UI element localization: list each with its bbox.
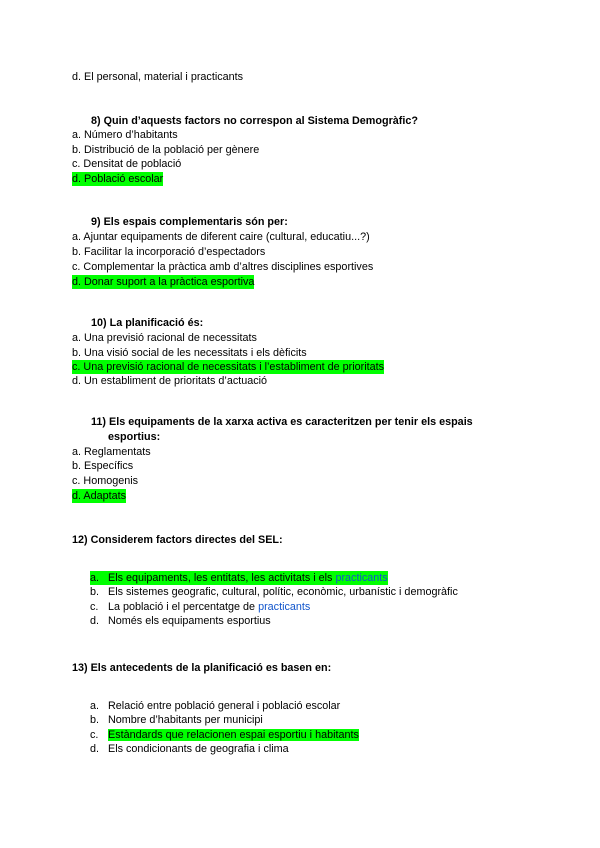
q10-option-a: a. Una previsió racional de necessitats	[72, 332, 257, 344]
question-11-title-line2: esportius:	[108, 431, 161, 443]
q13-option-a	[90, 699, 340, 713]
q8-option-b: b. Distribució de la població per gènere	[72, 144, 260, 156]
option-label: c.	[90, 729, 99, 741]
q8-option-c: c. Densitat de població	[72, 158, 182, 170]
q11-option-d-correct: d. Adaptats	[72, 490, 127, 502]
option-text: Estàndards que relacionen espai esportiu i habitants	[108, 729, 359, 741]
option-label: c.	[90, 601, 99, 613]
option-text: Els condicionants de geografia i clima	[108, 743, 289, 755]
q12-option-c	[90, 600, 310, 614]
question-12-title: 12) Considerem factors directes del SEL:	[72, 534, 283, 546]
question-11-title-line1: 11) Els equipaments de la xarxa activa es caracteritzen per tenir els espais	[91, 416, 473, 428]
q12-option-b	[90, 585, 458, 599]
q8-option-d-correct: d. Població escolar	[72, 173, 164, 185]
q10-option-d: d. Un establiment de prioritats d’actuació	[72, 375, 268, 387]
practicants-link[interactable]: practicants	[258, 601, 311, 613]
option-label: a.	[90, 572, 100, 584]
option-label: a.	[90, 700, 100, 712]
question-10-title: 10) La planificació és:	[91, 317, 204, 329]
option-label: b.	[90, 586, 100, 598]
q11-option-c: c. Homogenis	[72, 475, 139, 487]
option-label: b.	[90, 714, 100, 726]
option-label: d.	[90, 743, 100, 755]
option-text: Només els equipaments esportius	[108, 615, 271, 627]
option-text: Els sistemes geografic, cultural, polític, econòmic, urbanístic i demogràfic	[108, 586, 458, 598]
option-text: La població i el percentatge de	[108, 601, 259, 613]
q9-option-a: a. Ajuntar equipaments de diferent caire (cultural, educatiu...?)	[72, 231, 370, 243]
q9-option-d-correct: d. Donar suport a la pràctica esportiva	[72, 276, 255, 288]
q11-option-a: a. Reglamentats	[72, 446, 151, 458]
practicants-link[interactable]: practicants	[335, 572, 388, 584]
q10-option-c-correct: c. Una previsió racional de necessitats i l’establiment de prioritats	[72, 361, 385, 373]
q12-option-a-correct	[90, 571, 388, 585]
question-8-title: 8) Quin d’aquests factors no correspon al Sistema Demogràfic?	[91, 115, 418, 127]
q13-option-d	[90, 742, 289, 756]
q9-option-b: b. Facilitar la incorporació d’espectadors	[72, 246, 266, 258]
question-9-title: 9) Els espais complementaris són per:	[91, 216, 288, 228]
previous-answer-line: d. El personal, material i practicants	[72, 71, 244, 83]
q10-option-b: b. Una visió social de les necessitats i els dèficits	[72, 347, 307, 359]
q9-option-c: c. Complementar la pràctica amb d’altres disciplines esportives	[72, 261, 374, 273]
q11-option-b: b. Específics	[72, 460, 134, 472]
q13-option-b	[90, 713, 263, 727]
option-text: Nombre d’habitants per municipi	[108, 714, 263, 726]
option-text: Els equipaments, les entitats, les activitats i els	[108, 572, 336, 584]
q13-option-c-correct	[90, 728, 359, 742]
q8-option-a: a. Número d’habitants	[72, 129, 178, 141]
option-text: Relació entre població general i població escolar	[108, 700, 341, 712]
question-13-title: 13) Els antecedents de la planificació es basen en:	[72, 662, 332, 674]
option-label: d.	[90, 615, 100, 627]
q12-option-d	[90, 614, 271, 628]
